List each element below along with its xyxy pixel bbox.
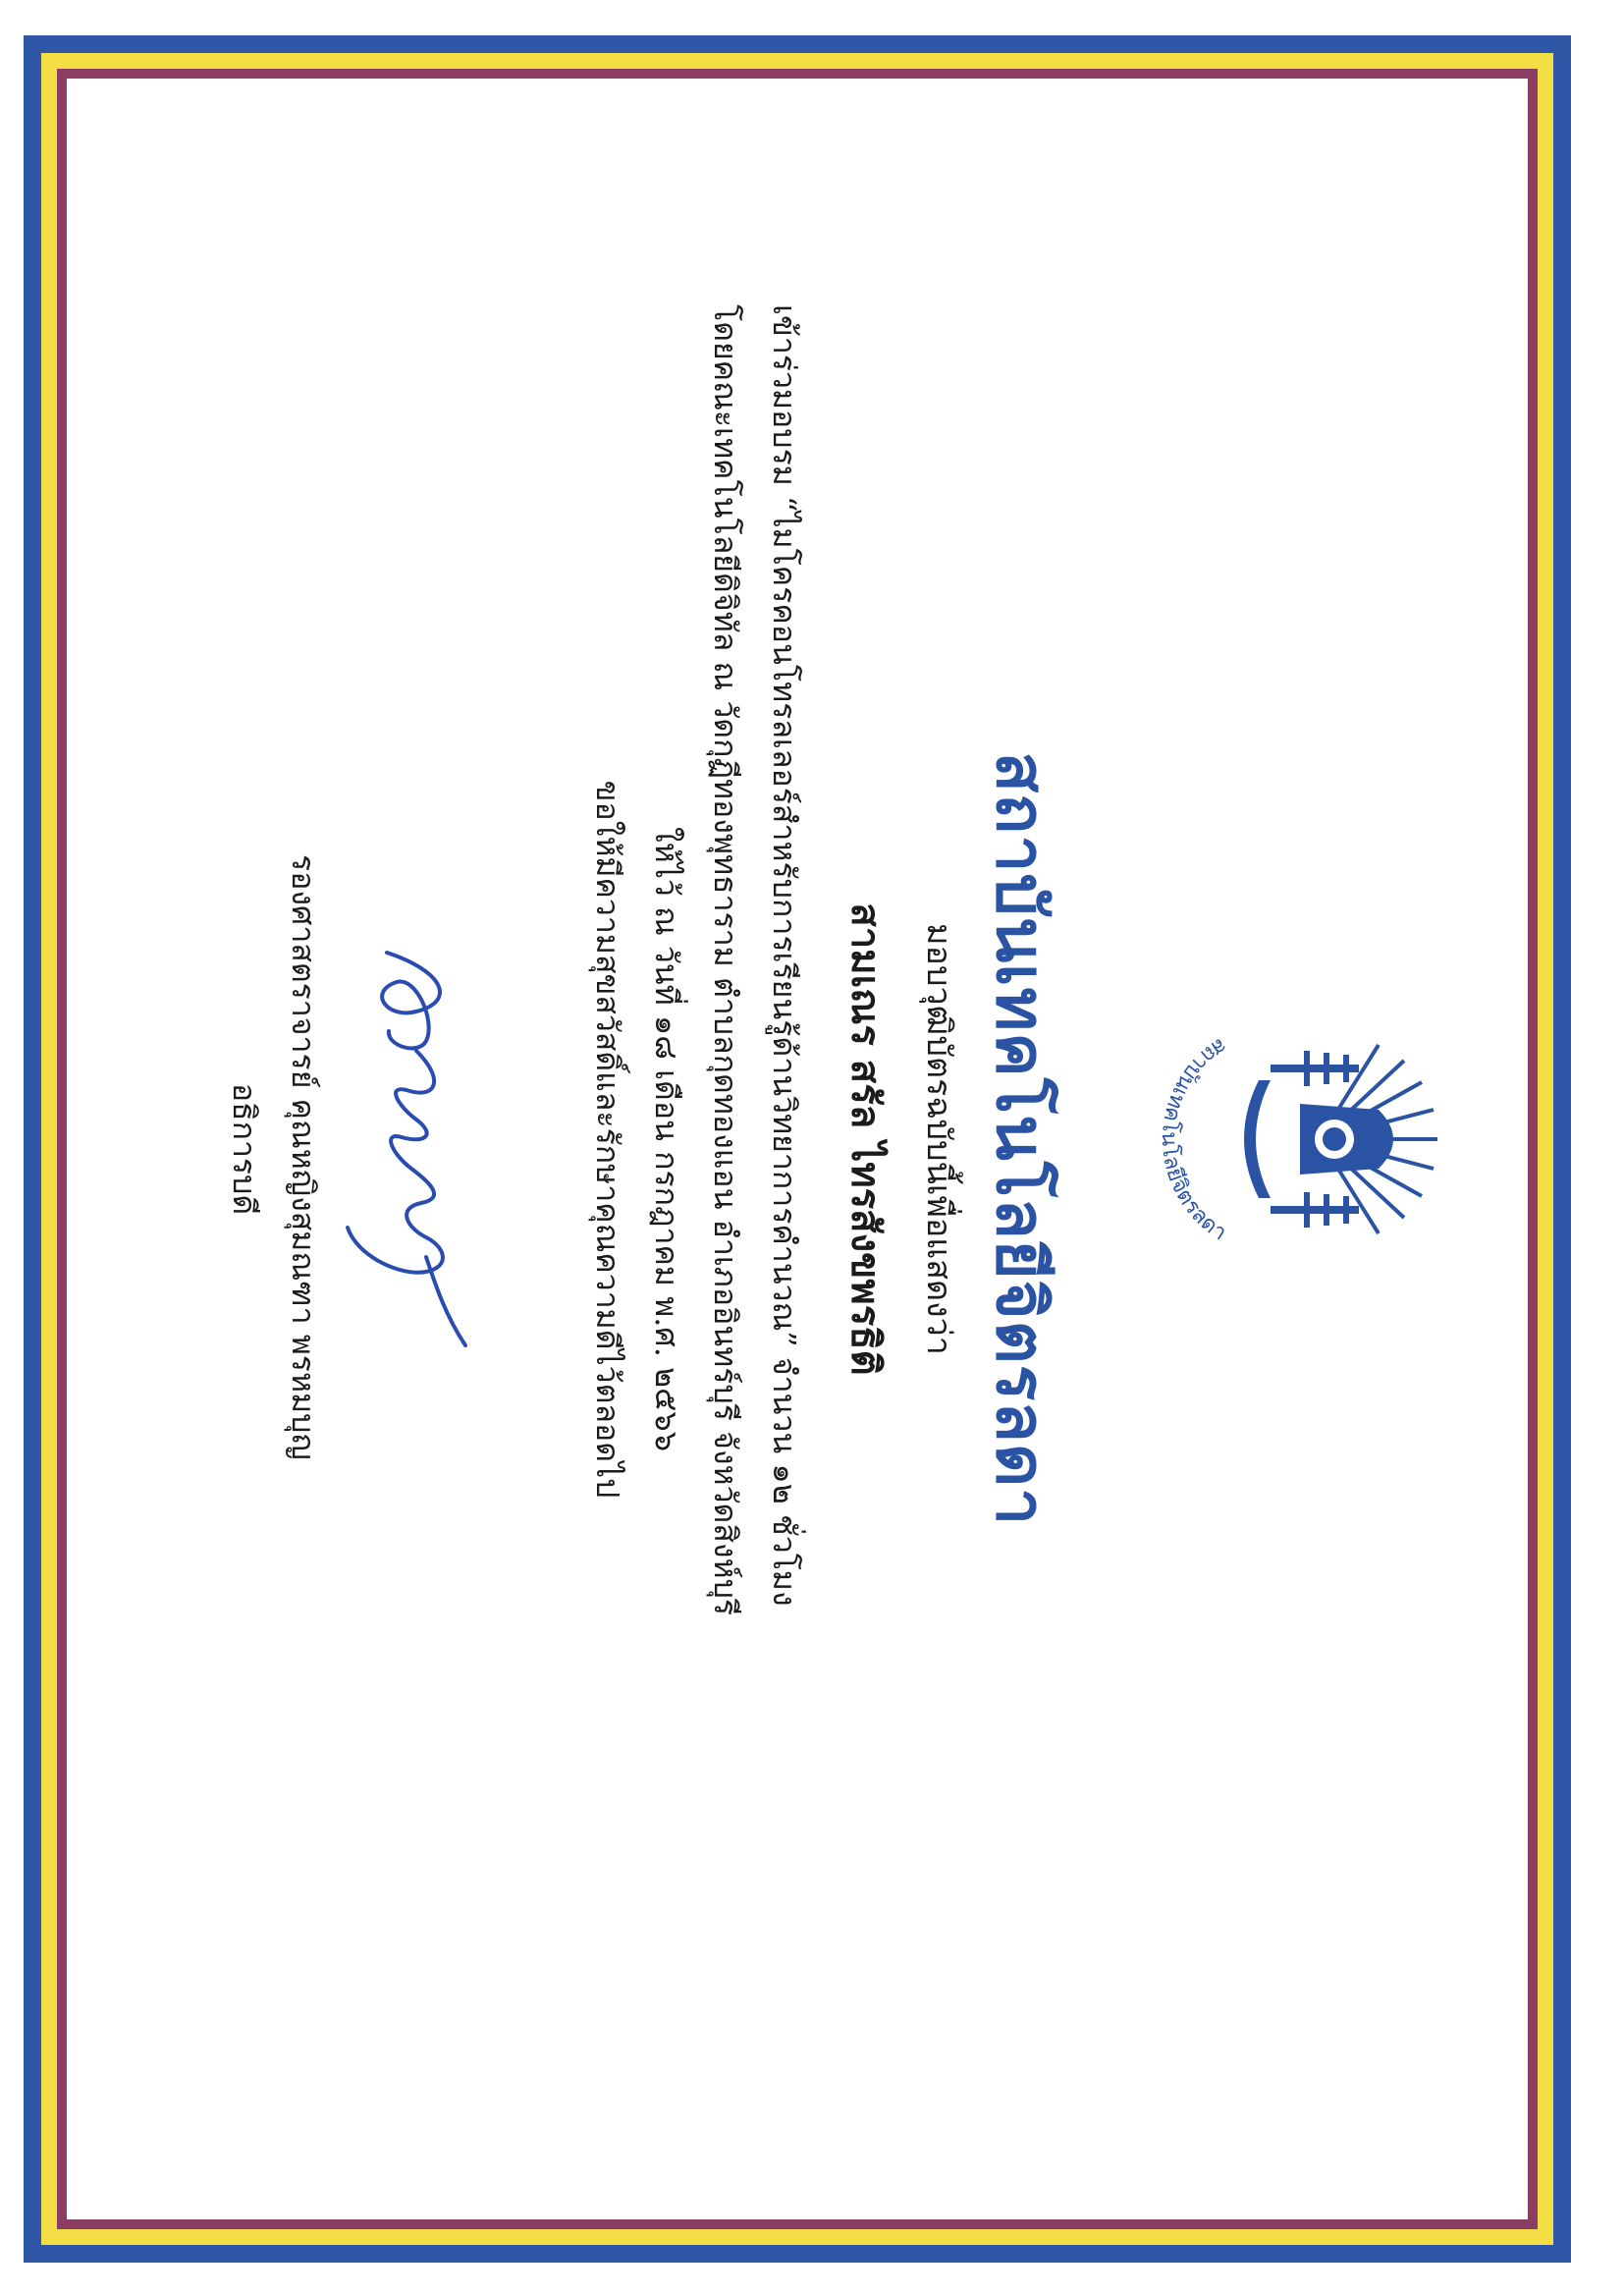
signer-position: อธิการบดี [226, 1082, 263, 1216]
body-line-blessing: ขอให้มีความสุขสวัสดิ์และรักษาคุณความดีไว้ตลอดไป [589, 780, 626, 1499]
logo-arc-text: สถาบันเทคโนโลยีจิตรลดา [1156, 1032, 1231, 1246]
institution-title: สถาบันเทคโนโลยีจิตรลดา [981, 751, 1059, 1527]
body-line-date: ให้ไว้ ณ วันที่ ๑๘ เดือน กรกฎาคม พ.ศ. ๒๕๖๖ [648, 827, 685, 1451]
recipient-name: สามเณร สรัล ไทรสังขพรธิติ [842, 902, 889, 1376]
signer-name: รองศาสตราจารย์ คุณหญิงสุมณฑา พรหมบุญ [285, 854, 322, 1460]
certificate-content [181, 167, 1496, 2111]
svg-text:สถาบันเทคโนโลยีจิตรลดา [1157, 1032, 1231, 1245]
signature-image [338, 933, 505, 1365]
body-line-organizer: โดยคณะเทคโนโลยีดิจิทัล ณ วัดกุฏีทองพุทธาราม ตำบลกุดทองแอน อำเภออินทร์บุรี จังหวัดสิงห์บุรี [707, 304, 744, 1616]
royal-emblem-icon [1153, 982, 1467, 1296]
presented-to-text: มอบวุฒิบัตรฉบับนี้เพื่อแสดงว่า [919, 923, 958, 1355]
body-line-training: เข้าร่วมอบรม “ไมโครคอนโทรลเลอร์สำหรับการเรียนรู้ด้านวิทยาการคำนวณ” จำนวน ๑๒ ชั่วโมง [766, 304, 803, 1607]
